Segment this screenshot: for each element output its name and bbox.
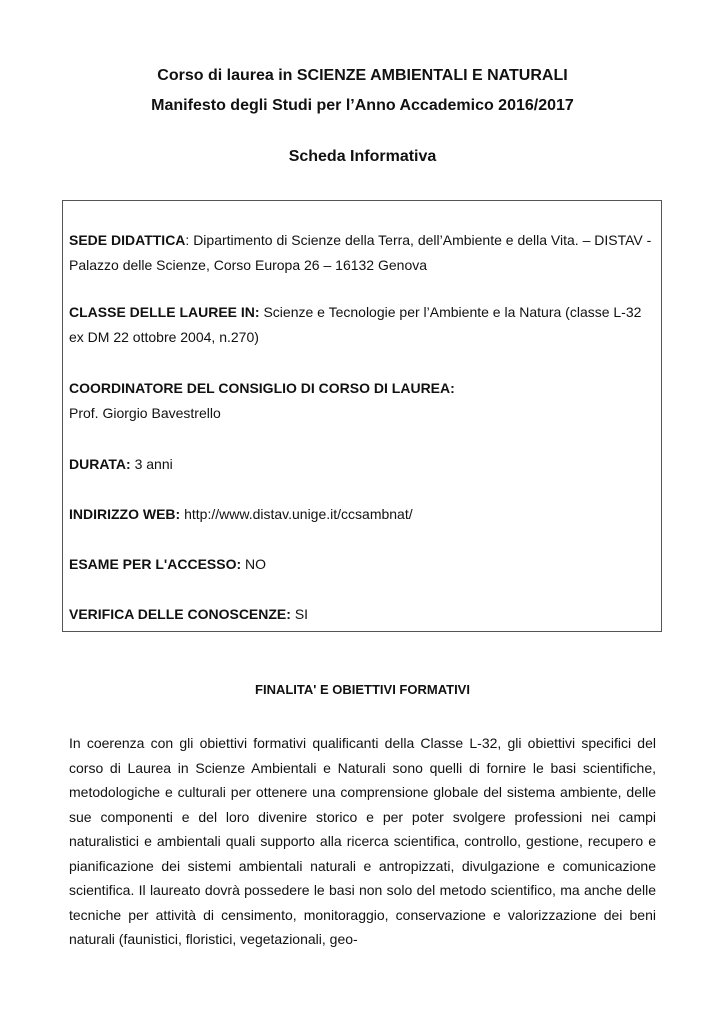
verifica-conoscenze-field <box>69 602 657 627</box>
durata-field <box>69 452 657 477</box>
indirizzo-web-label: INDIRIZZO WEB: <box>69 506 181 522</box>
coordinatore-field <box>69 376 657 426</box>
info-box <box>62 200 662 632</box>
page-subtitle: Manifesto degli Studi per l’Anno Accademico 2016/2017 <box>151 97 574 114</box>
verifica-conoscenze-value: SI <box>290 606 309 622</box>
verifica-conoscenze-label: VERIFICA DELLE CONOSCENZE: <box>69 606 291 622</box>
sede-didattica-value: : Dipartimento di Scienze della Terra, dell’Ambiente e della Vita. – DISTAV - Palazzo delle Scienze, Corso Europa 26 – 16132 Genova <box>69 232 652 273</box>
durata-value: 3 anni <box>130 456 173 472</box>
indirizzo-web-field <box>69 502 657 527</box>
esame-accesso-value: NO <box>241 556 267 572</box>
body-paragraph: In coerenza con gli obiettivi formativi qualificanti della Classe L-32, gli obiettivi specifici del corso di Laurea in Scienze Ambientali e Naturali sono quelli di fornire le basi scientifiche, metodologiche e culturali per ottenere una comprensione globale del sistema ambiente, delle sue componenti e del loro divenire storico e per poter svolgere professioni nei campi naturalistici e ambientali quali supporto alla ricerca scientifica, controllo, gestione, recupero e pianificazione dei sistemi ambientali naturali e antropizzati, divulgazione e comunicazione scientifica. Il laureato dovrà possedere le basi non solo del metodo scientifico, ma anche delle tecniche per attività di censimento, monitoraggio, conservazione e valorizzazione dei beni naturali (faunistici, floristici, vegetazionali, geo- <box>69 735 656 947</box>
classe-lauree-label: CLASSE DELLE LAUREE IN: <box>69 304 260 320</box>
section-heading: FINALITA' E OBIETTIVI FORMATIVI <box>255 682 470 697</box>
classe-lauree-value: Scienze e Tecnologie per l’Ambiente e la Natura (classe L-32 ex DM 22 ottobre 2004, n.270) <box>69 304 642 345</box>
sede-didattica-field <box>69 228 657 278</box>
scheda-heading: Scheda Informativa <box>288 148 437 165</box>
classe-lauree-field <box>69 300 657 350</box>
durata-label: DURATA: <box>69 456 131 472</box>
coordinatore-label: COORDINATORE DEL CONSIGLIO DI CORSO DI LAUREA: <box>69 380 455 396</box>
page-title: Corso di laurea in SCIENZE AMBIENTALI E NATURALI <box>157 67 568 84</box>
esame-accesso-field <box>69 552 657 577</box>
coordinatore-value: Prof. Giorgio Bavestrello <box>69 405 221 421</box>
sede-didattica-label: SEDE DIDATTICA <box>69 232 186 248</box>
indirizzo-web-link[interactable]: http://www.distav.unige.it/ccsambnat/ <box>180 506 413 522</box>
esame-accesso-label: ESAME PER L'ACCESSO: <box>69 556 242 572</box>
